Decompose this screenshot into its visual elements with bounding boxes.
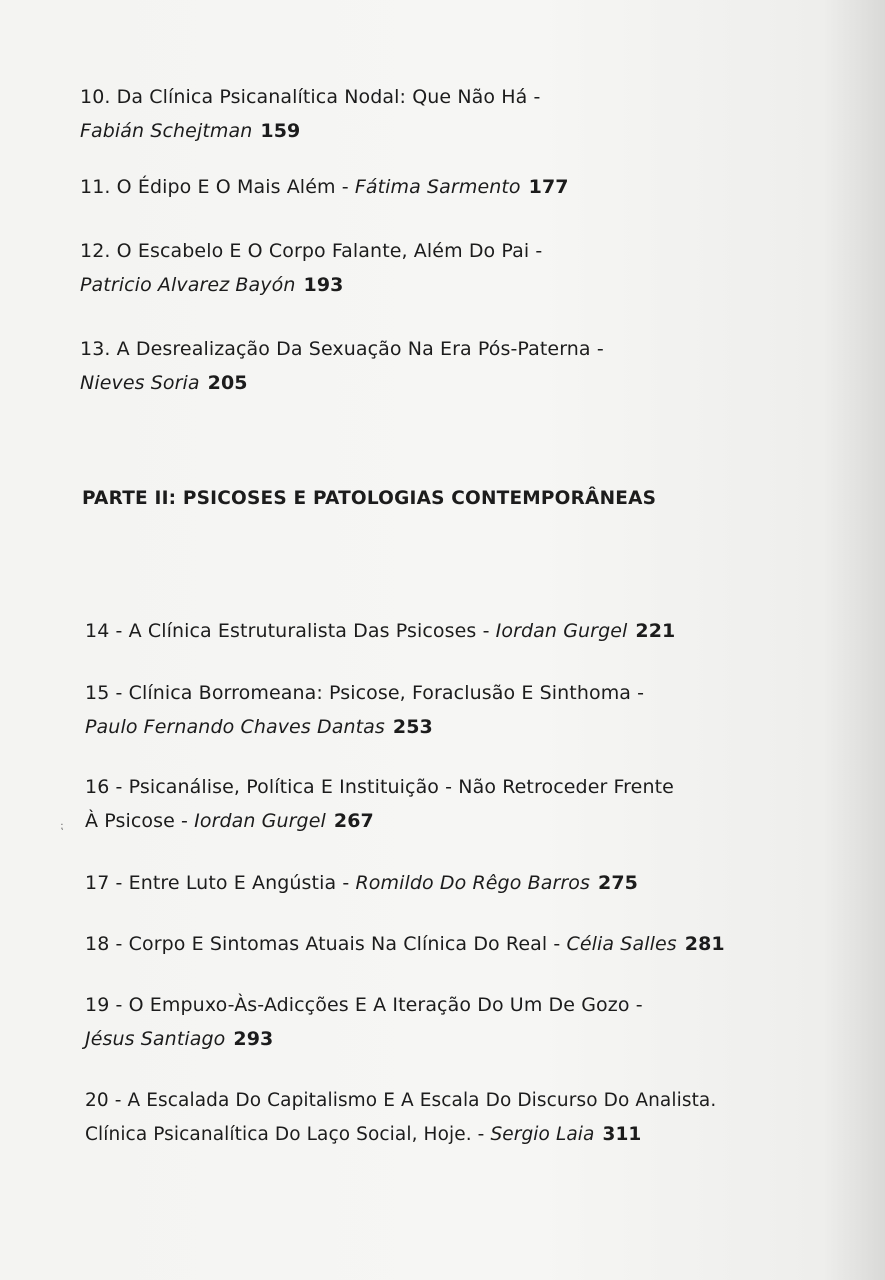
entry-title: 13. A Desrealização Da Sexuação Na Era Pós-Paterna - xyxy=(80,338,604,360)
entry-author: Iordan Gurgel xyxy=(194,810,326,832)
entry-page-number: 311 xyxy=(602,1124,642,1145)
entry-page-number: 253 xyxy=(392,716,433,738)
toc-entry-13 xyxy=(80,332,604,400)
entry-title: 15 - Clínica Borromeana: Psicose, Foraclusão E Sinthoma - xyxy=(85,682,645,704)
toc-entry-10 xyxy=(80,80,540,148)
entry-page-number: 293 xyxy=(233,1028,274,1050)
entry-title: 10. Da Clínica Psicanalítica Nodal: Que Não Há - xyxy=(80,86,541,108)
entry-page-number: 221 xyxy=(635,620,676,642)
toc-entry-16 xyxy=(85,770,674,838)
toc-entry-20 xyxy=(85,1084,716,1152)
entry-page-number: 205 xyxy=(207,372,248,394)
entry-title: 18 - Corpo E Sintomas Atuais Na Clínica Do Real - xyxy=(85,933,567,955)
entry-title: 19 - O Empuxo-Às-Adicções E A Iteração Do Um De Gozo - xyxy=(85,994,643,1016)
entry-title: 12. O Escabelo E O Corpo Falante, Além Do Pai - xyxy=(80,240,543,262)
toc-entry-17 xyxy=(85,866,638,900)
entry-title: 20 - A Escalada Do Capitalismo E A Escala Do Discurso Do Analista. xyxy=(85,1090,717,1111)
entry-author: Célia Salles xyxy=(566,933,677,955)
entry-title: 16 - Psicanálise, Política E Instituição - Não Retroceder Frente xyxy=(85,776,674,798)
entry-author: Iordan Gurgel xyxy=(495,620,628,642)
entry-page-number: 267 xyxy=(333,810,374,832)
entry-page-number: 281 xyxy=(684,933,725,955)
toc-entry-11 xyxy=(80,170,569,204)
entry-title-continued: À Psicose - xyxy=(85,810,195,832)
section-heading: PARTE II: PSICOSES E PATOLOGIAS CONTEMPORÂNEAS xyxy=(82,488,657,509)
entry-author: Fabián Schejtman xyxy=(80,120,253,142)
entry-title: 17 - Entre Luto E Angústia - xyxy=(85,872,356,894)
entry-page-number: 275 xyxy=(598,872,638,894)
toc-entry-12 xyxy=(80,234,542,302)
entry-title-continued: Clínica Psicanalítica Do Laço Social, Hoje. - xyxy=(85,1124,491,1145)
entry-title: 14 - A Clínica Estruturalista Das Psicoses - xyxy=(85,620,496,642)
entry-author: Paulo Fernando Chaves Dantas xyxy=(85,716,385,738)
toc-entry-18 xyxy=(85,927,725,961)
entry-author: Jésus Santiago xyxy=(85,1028,226,1050)
entry-author: Sergio Laia xyxy=(490,1124,595,1145)
entry-author: Nieves Soria xyxy=(80,372,200,394)
entry-author: Romildo Do Rêgo Barros xyxy=(355,872,590,894)
entry-page-number: 193 xyxy=(303,274,344,296)
toc-entry-14 xyxy=(85,614,675,648)
toc-entry-19 xyxy=(85,988,643,1056)
entry-page-number: 159 xyxy=(260,120,301,142)
entry-page-number: 177 xyxy=(528,176,569,198)
entry-author: Fátima Sarmento xyxy=(354,176,521,198)
toc-entry-15 xyxy=(85,676,644,744)
entry-title: 11. O Édipo E O Mais Além - xyxy=(80,176,355,198)
paper-speck: ⁏ xyxy=(60,821,64,832)
entry-author: Patricio Alvarez Bayón xyxy=(80,274,296,296)
